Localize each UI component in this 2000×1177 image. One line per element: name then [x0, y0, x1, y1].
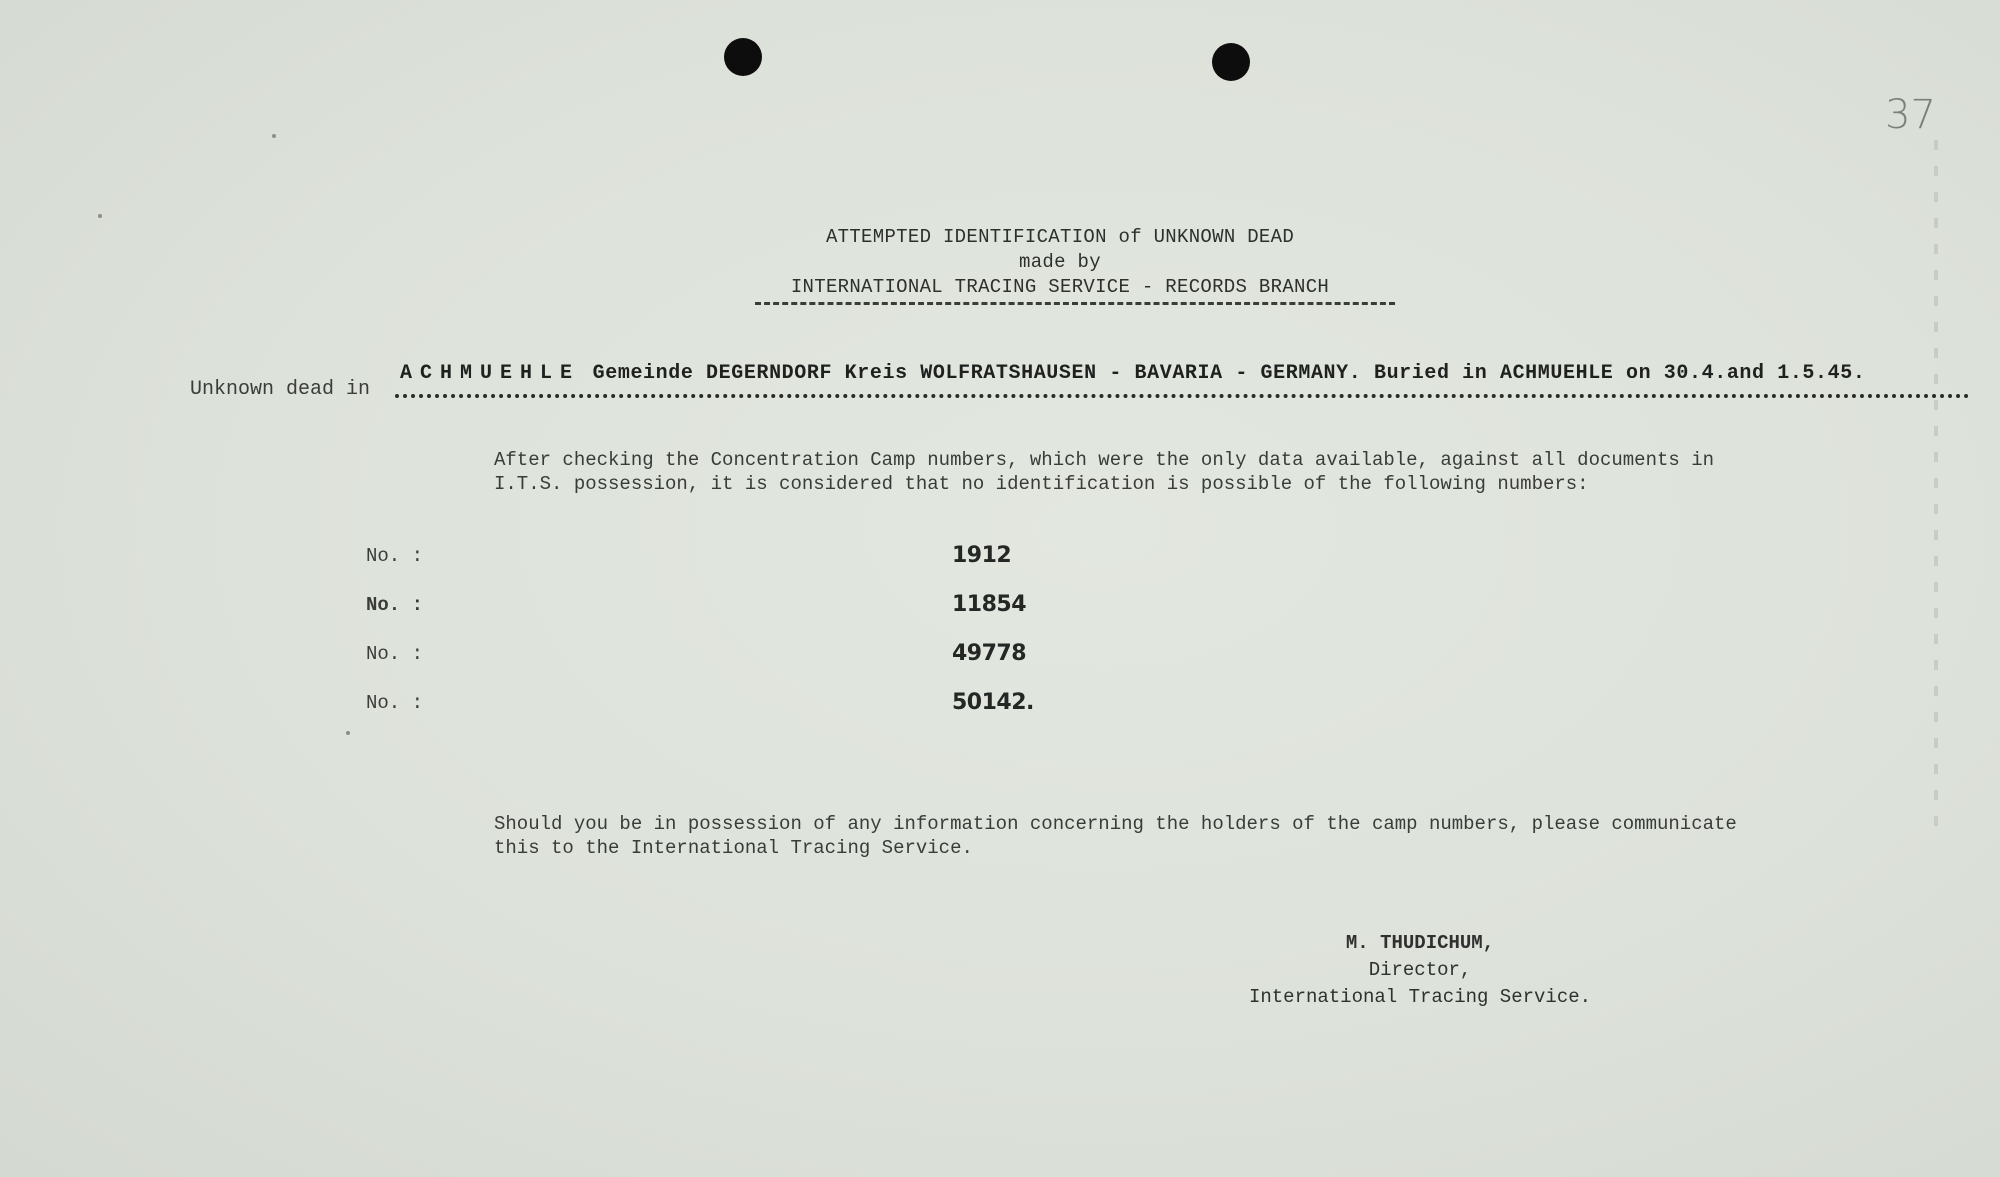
camp-numbers-list	[360, 545, 1060, 741]
header-title: ATTEMPTED IDENTIFICATION of UNKNOWN DEAD	[825, 226, 1295, 248]
place-details: Gemeinde DEGERNDORF Kreis WOLFRATSHAUSEN - BAVARIA - GERMANY. Buried in ACHMUEHLE on 30.4.and 1.5.45.	[592, 362, 1866, 385]
camp-number-label: No. :	[366, 594, 424, 616]
camp-number-label: No. :	[366, 545, 424, 567]
speck	[272, 134, 276, 138]
camp-number-label: No. :	[366, 692, 424, 714]
camp-number-label: No. :	[366, 643, 424, 665]
unknown-dead-location	[400, 362, 1865, 385]
unknown-dead-line	[190, 362, 1970, 402]
signature-block	[1210, 930, 1630, 1011]
camp-number-row	[360, 594, 1060, 643]
header-subtitle: made by	[1019, 251, 1101, 273]
signatory-name: M. THUDICHUM,	[1345, 932, 1495, 954]
closing-paragraph: Should you be in possession of any information concerning the holders of the camp numbers, please communicate this to the International Tracing Service.	[494, 813, 1737, 859]
unknown-dead-label: Unknown dead in	[190, 378, 371, 401]
camp-number-value: 49778	[952, 641, 1027, 666]
speck	[346, 731, 350, 735]
camp-number-value: 1912	[952, 543, 1012, 568]
header-organization: INTERNATIONAL TRACING SERVICE - RECORDS BRANCH	[790, 276, 1330, 298]
camp-number-row	[360, 643, 1060, 692]
place-name: ACHMUEHLE	[400, 362, 581, 385]
speck	[98, 214, 102, 218]
camp-number-row	[360, 545, 1060, 594]
camp-number-value: 11854	[952, 592, 1027, 617]
intro-paragraph: After checking the Concentration Camp numbers, which were the only data available, against all documents in I.T.S. possession, it is considered that no identification is possible of the following numbers:	[494, 449, 1714, 495]
punch-hole-left	[724, 38, 762, 76]
signatory-organization: International Tracing Service.	[1248, 986, 1592, 1008]
punch-hole-right	[1212, 43, 1250, 81]
page-number: 37	[1885, 92, 1936, 138]
camp-number-row	[360, 692, 1060, 741]
edge-stain	[1934, 140, 1938, 840]
signatory-title: Director,	[1368, 959, 1472, 981]
document-header	[700, 225, 1420, 300]
camp-number-value: 50142.	[952, 690, 1034, 715]
header-dashed-rule	[755, 302, 1395, 305]
